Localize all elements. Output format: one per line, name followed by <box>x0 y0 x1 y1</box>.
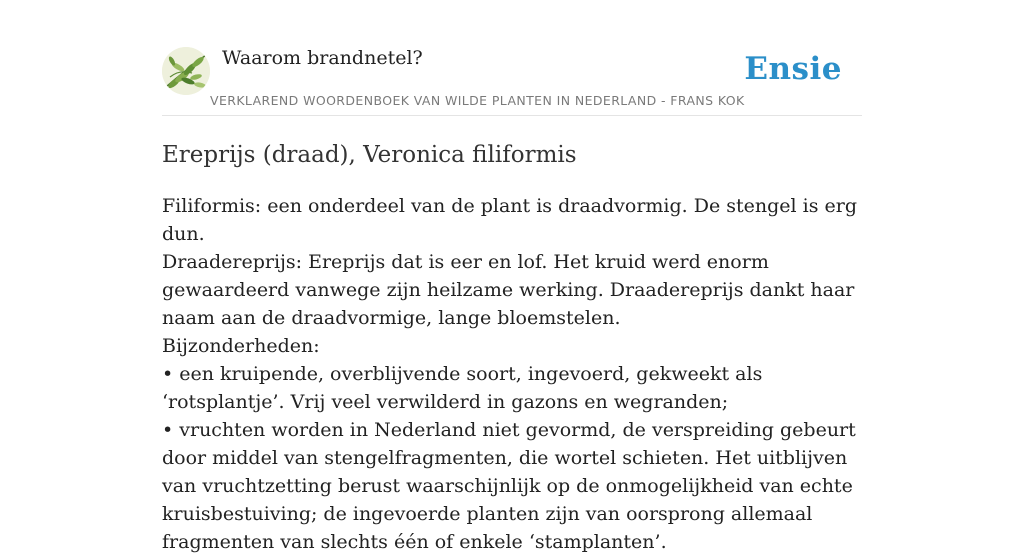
entry-paragraph: Draadereprijs: Ereprijs dat is eer en lof. Het kruid werd enorm gewaardeerd vanwege zijn heilzame werking. Draadereprijs dankt haar naam aan de draadvormige, lange bloemstelen. <box>162 251 855 329</box>
entry-paragraph: • vruchten worden in Nederland niet gevormd, de verspreiding gebeurt door middel van stengelfragmenten, die wortel schieten. Het uitblijven van vruchtzetting berust waarschijnlijk op de onmogelijkheid van echte kruisbestuiving; de ingevoerde planten zijn van oorsprong allemaal fragmenten van slechts één of enkele ‘stamplanten’. <box>162 419 856 553</box>
entry-paragraph: • een kruipende, overblijvende soort, ingevoerd, gekweekt als ‘rotsplantje’. Vrij veel verwilderd in gazons en wegranden; <box>162 363 763 413</box>
header-divider <box>162 115 862 116</box>
entry-paragraph: Filiformis: een onderdeel van de plant is draadvormig. De stengel is erg dun. <box>162 195 857 245</box>
book-subtitle[interactable]: VERKLAREND WOORDENBOEK VAN WILDE PLANTEN IN NEDERLAND - FRANS KOK <box>210 93 745 108</box>
entry-body <box>162 192 862 556</box>
book-avatar[interactable] <box>162 47 210 95</box>
book-title[interactable]: Waarom brandnetel? <box>222 47 423 69</box>
entry-title: Ereprijs (draad), Veronica filiformis <box>162 142 577 168</box>
ensie-logo[interactable]: Ensie <box>744 51 842 87</box>
plant-leaves-icon <box>162 47 210 95</box>
entry-paragraph: Bijzonderheden: <box>162 335 320 357</box>
